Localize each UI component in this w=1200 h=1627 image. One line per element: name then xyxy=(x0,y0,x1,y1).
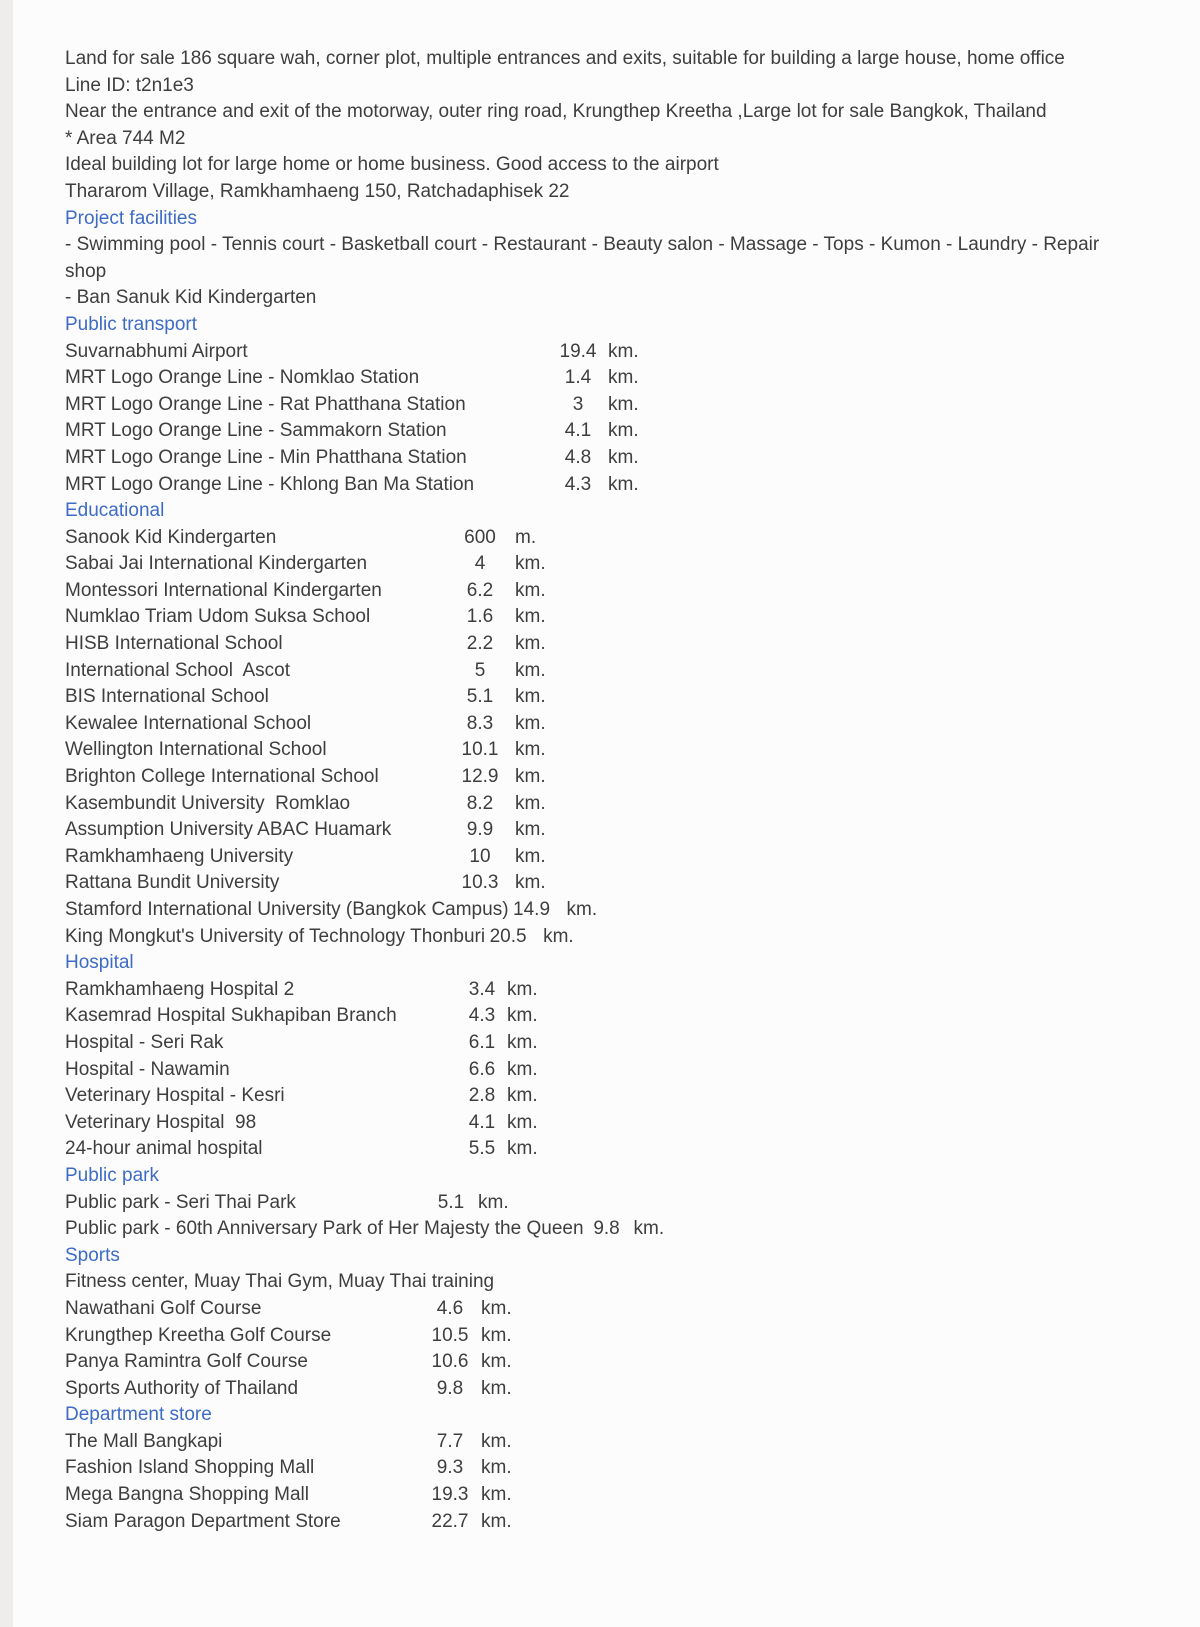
distance-value: 6.2 xyxy=(466,579,494,601)
distance-value: 5.1 xyxy=(437,1191,465,1213)
distance-value: 10.1 xyxy=(461,739,499,761)
listing-title-line: Land for sale 186 square wah, corner plot, multiple entrances and exits, suitable for building a large house, home office xyxy=(65,48,1065,69)
distance-unit: km. xyxy=(481,1457,512,1479)
place-row xyxy=(65,897,1160,924)
distance-unit: km. xyxy=(507,1085,538,1107)
place-label: Sabai Jai International Kindergarten xyxy=(65,553,368,575)
distance-value: 7.7 xyxy=(436,1430,464,1452)
place-row xyxy=(65,1003,1160,1030)
distance-unit: km. xyxy=(543,925,574,947)
place-label: MRT Logo Orange Line - Sammakorn Station xyxy=(65,420,447,442)
place-row xyxy=(65,870,1160,897)
place-row xyxy=(65,365,1160,392)
place-label: Mega Bangna Shopping Mall xyxy=(65,1484,310,1506)
distance-value: 4.6 xyxy=(436,1297,464,1319)
place-row xyxy=(65,1455,1160,1482)
place-label: Kasemrad Hospital Sukhapiban Branch xyxy=(65,1005,397,1027)
distance-value: 600 xyxy=(464,526,496,548)
place-label: Hospital - Seri Rak xyxy=(65,1031,224,1053)
place-label: Public park - Seri Thai Park xyxy=(65,1191,296,1213)
distance-unit: km. xyxy=(481,1351,512,1373)
place-row xyxy=(65,1030,1160,1057)
place-label: Ramkhamhaeng University xyxy=(65,845,294,867)
distance-unit: km. xyxy=(478,1191,509,1213)
place-label: BIS International School xyxy=(65,686,269,708)
place-label: Krungthep Kreetha Golf Course xyxy=(65,1324,332,1346)
place-row xyxy=(65,844,1160,871)
distance-unit: km. xyxy=(507,1138,538,1160)
place-label: MRT Logo Orange Line - Min Phatthana Station xyxy=(65,446,467,468)
distance-unit: km. xyxy=(515,686,546,708)
place-label: Wellington International School xyxy=(65,739,327,761)
place-label: MRT Logo Orange Line - Nomklao Station xyxy=(65,367,420,389)
distance-value: 10.3 xyxy=(461,872,499,894)
place-label: Veterinary Hospital 98 xyxy=(65,1111,257,1133)
distance-value: 5 xyxy=(474,659,486,681)
distance-value: 4.3 xyxy=(564,473,592,495)
place-label: Siam Paragon Department Store xyxy=(65,1510,341,1532)
place-row xyxy=(65,1190,1160,1217)
place-row xyxy=(65,1083,1160,1110)
place-label: Ramkhamhaeng Hospital 2 xyxy=(65,978,295,1000)
place-row xyxy=(65,392,1160,419)
place-row xyxy=(65,339,1160,366)
place-row xyxy=(65,578,1160,605)
section-heading-sports: Sports xyxy=(65,1244,120,1266)
distance-value: 4.1 xyxy=(468,1111,496,1133)
distance-value: 4.1 xyxy=(564,420,592,442)
distance-unit: km. xyxy=(481,1430,512,1452)
place-row xyxy=(65,1057,1160,1084)
distance-unit: km. xyxy=(515,872,546,894)
distance-value: 22.7 xyxy=(431,1510,469,1532)
place-label: Panya Ramintra Golf Course xyxy=(65,1351,308,1373)
place-row xyxy=(65,418,1160,445)
place-row xyxy=(65,1323,1160,1350)
section-heading-hospital: Hospital xyxy=(65,952,134,974)
distance-value: 10.6 xyxy=(431,1351,469,1373)
distance-unit: km. xyxy=(515,845,546,867)
distance-unit: km. xyxy=(515,792,546,814)
distance-value: 8.3 xyxy=(466,712,494,734)
place-label: Suvarnabhumi Airport xyxy=(65,340,248,362)
place-row xyxy=(65,631,1160,658)
distance-value: 3 xyxy=(572,393,584,415)
place-row xyxy=(65,711,1160,738)
distance-unit: km. xyxy=(515,659,546,681)
place-row xyxy=(65,445,1160,472)
distance-value: 14.9 xyxy=(513,899,551,920)
place-label: 24-hour animal hospital xyxy=(65,1138,263,1160)
facilities-list-line-3: - Ban Sanuk Kid Kindergarten xyxy=(65,287,317,309)
place-row xyxy=(65,791,1160,818)
place-row xyxy=(65,472,1160,499)
place-label: King Mongkut's University of Technology Thonburi xyxy=(65,925,486,947)
distance-value: 4.3 xyxy=(468,1005,496,1027)
distance-unit: km. xyxy=(515,819,546,841)
distance-unit: km. xyxy=(608,340,639,362)
place-label: Fashion Island Shopping Mall xyxy=(65,1457,315,1479)
place-row xyxy=(65,1376,1160,1403)
distance-value: 1.4 xyxy=(564,367,592,389)
place-label: Montessori International Kindergarten xyxy=(65,579,382,601)
place-row xyxy=(65,1349,1160,1376)
place-row xyxy=(65,764,1160,791)
distance-unit: km. xyxy=(608,420,639,442)
place-label: Kewalee International School xyxy=(65,712,312,734)
section-heading-department-store: Department store xyxy=(65,1404,212,1426)
distance-unit: km. xyxy=(507,1005,538,1027)
distance-unit: km. xyxy=(481,1484,512,1506)
ideal-lot-line: Ideal building lot for large home or home business. Good access to the airport xyxy=(65,154,719,176)
distance-value: 2.8 xyxy=(468,1085,496,1107)
distance-value: 5.5 xyxy=(468,1138,496,1160)
place-row xyxy=(65,1216,1160,1243)
distance-unit: km. xyxy=(481,1510,512,1532)
distance-value: 9.8 xyxy=(593,1218,620,1240)
distance-value: 2.2 xyxy=(466,633,494,655)
distance-unit: km. xyxy=(515,606,546,628)
place-row xyxy=(65,684,1160,711)
facilities-list-line-2: shop xyxy=(65,260,107,282)
distance-value: 6.1 xyxy=(468,1031,496,1053)
distance-value: 4.8 xyxy=(564,446,592,468)
section-heading-educational: Educational xyxy=(65,500,165,522)
place-label: The Mall Bangkapi xyxy=(65,1430,223,1452)
distance-unit: km. xyxy=(515,579,546,601)
place-row xyxy=(65,525,1160,552)
section-heading-project-facilities: Project facilities xyxy=(65,207,197,229)
distance-unit: km. xyxy=(515,766,546,788)
distance-unit: m. xyxy=(515,526,537,548)
place-label: MRT Logo Orange Line - Khlong Ban Ma Station xyxy=(65,473,475,495)
place-row xyxy=(65,551,1160,578)
distance-value: 10.5 xyxy=(431,1324,469,1346)
distance-unit: km. xyxy=(481,1377,512,1399)
distance-value: 3.4 xyxy=(468,978,496,1000)
place-row xyxy=(65,658,1160,685)
place-label: Rattana Bundit University xyxy=(65,872,280,894)
place-label: Hospital - Nawamin xyxy=(65,1058,230,1080)
place-label: Kasembundit University Romklao xyxy=(65,792,351,814)
distance-unit: km. xyxy=(515,739,546,761)
line-id: Line ID: t2n1e3 xyxy=(65,74,194,96)
distance-value: 8.2 xyxy=(466,792,494,814)
distance-unit: km. xyxy=(608,446,639,468)
place-row xyxy=(65,817,1160,844)
distance-unit: km. xyxy=(507,1058,538,1080)
place-row xyxy=(65,1296,1160,1323)
section-heading-public-park: Public park xyxy=(65,1164,159,1186)
place-row xyxy=(65,1429,1160,1456)
place-row xyxy=(65,604,1160,631)
place-row xyxy=(65,1509,1160,1536)
distance-value: 19.3 xyxy=(431,1484,469,1506)
distance-value: 10 xyxy=(469,845,491,867)
distance-unit: km. xyxy=(507,1111,538,1133)
distance-unit: km. xyxy=(515,553,546,575)
distance-value: 12.9 xyxy=(461,766,499,788)
area-line: * Area 744 M2 xyxy=(65,127,186,149)
place-row xyxy=(65,1110,1160,1137)
distance-unit: km. xyxy=(507,1031,538,1053)
distance-value: 1.6 xyxy=(466,606,494,628)
distance-unit: km. xyxy=(608,367,639,389)
place-row xyxy=(65,1136,1160,1163)
place-label: Assumption University ABAC Huamark xyxy=(65,819,392,841)
place-label: Sports Authority of Thailand xyxy=(65,1377,299,1399)
place-label: Sanook Kid Kindergarten xyxy=(65,526,277,548)
distance-value: 20.5 xyxy=(489,925,527,947)
facilities-list-line-1: - Swimming pool - Tennis court - Basketball court - Restaurant - Beauty salon - Massage - Tops - Kumon - Laundry - Repair xyxy=(65,234,1100,256)
distance-value: 5.1 xyxy=(466,686,494,708)
distance-value: 19.4 xyxy=(559,340,597,362)
village-line: Thararom Village, Ramkhamhaeng 150, Ratchadaphisek 22 xyxy=(65,180,570,202)
distance-value: 6.6 xyxy=(468,1058,496,1080)
place-label: International School Ascot xyxy=(65,659,290,681)
place-label: Nawathani Golf Course xyxy=(65,1297,262,1319)
place-row xyxy=(65,924,1160,951)
distance-value: 4 xyxy=(474,553,486,575)
location-line: Near the entrance and exit of the motorway, outer ring road, Krungthep Kreetha ,Large lot for sale Bangkok, Thailand xyxy=(65,101,1047,123)
distance-unit: km. xyxy=(566,899,598,920)
distance-unit: km. xyxy=(608,393,639,415)
place-row xyxy=(65,1482,1160,1509)
distance-unit: km. xyxy=(608,473,639,495)
place-label: Numklao Triam Udom Suksa School xyxy=(65,606,371,628)
distance-unit: km. xyxy=(515,633,546,655)
distance-unit: km. xyxy=(633,1218,665,1240)
place-label: Brighton College International School xyxy=(65,766,379,788)
distance-unit: km. xyxy=(481,1297,512,1319)
place-label: Veterinary Hospital - Kesri xyxy=(65,1085,285,1107)
place-label: HISB International School xyxy=(65,633,283,655)
place-row xyxy=(65,977,1160,1004)
distance-value: 9.8 xyxy=(436,1377,464,1399)
section-heading-public-transport: Public transport xyxy=(65,313,198,335)
place-row xyxy=(65,737,1160,764)
distance-unit: km. xyxy=(481,1324,512,1346)
place-label: Public park - 60th Anniversary Park of Her Majesty the Queen xyxy=(65,1218,584,1240)
sports-note: Fitness center, Muay Thai Gym, Muay Thai training xyxy=(65,1271,495,1293)
place-label: Stamford International University (Bangkok Campus) xyxy=(65,899,509,920)
distance-value: 9.9 xyxy=(466,819,494,841)
distance-unit: km. xyxy=(515,712,546,734)
distance-value: 9.3 xyxy=(436,1457,464,1479)
distance-unit: km. xyxy=(507,978,538,1000)
place-label: MRT Logo Orange Line - Rat Phatthana Station xyxy=(65,393,466,415)
